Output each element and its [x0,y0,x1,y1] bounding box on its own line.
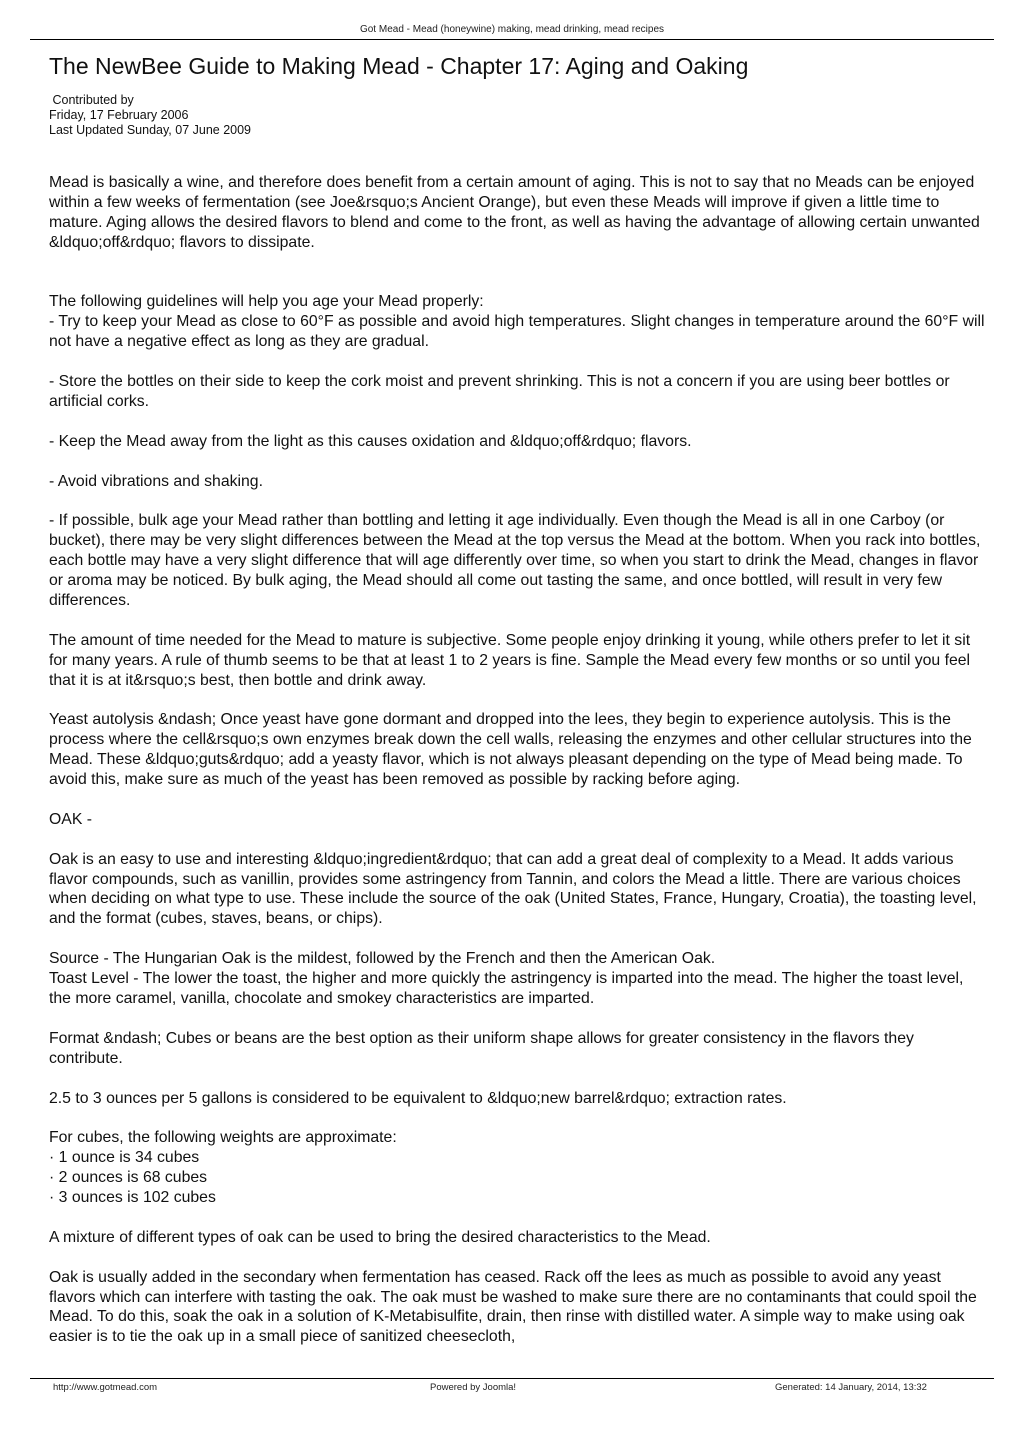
spacer [49,830,989,850]
footer-powered-by: Powered by Joomla! [430,1382,517,1393]
spacer [49,352,989,372]
paragraph-yeast-autolysis: Yeast autolysis &ndash; Once yeast have gone dormant and dropped into the lees, they begin to experience autolysis. This is the process where the cell&rsquo;s own enzymes break down the cell walls, releasing the enzymes and other cellular structures into the Mead. These &ldquo;guts&rdquo; add a yeasty flavor, which is not always pleasant depending on the type of Mead being made. To avoid this, make sure as much of the yeast has been removed as possible by racking before aging. [49,711,972,789]
article-meta [49,93,251,138]
spacer [49,1208,989,1228]
paragraph-avoid-vibrations: - Avoid vibrations and shaking. [49,472,263,490]
spacer [49,412,989,432]
paragraph-keep-from-light: - Keep the Mead away from the light as this causes oxidation and &ldquo;off&rdquo; flavors. [49,432,692,450]
site-header-title: Got Mead - Mead (honeywine) making, mead drinking, mead recipes [359,24,665,35]
date-created: Friday, 17 February 2006 [49,108,189,122]
section-heading-oak: OAK - [49,810,93,828]
spacer [49,929,989,949]
paragraph-oak-source-toast: Source - The Hungarian Oak is the mildest, followed by the French and then the American Oak. Toast Level - The lower the toast, the higher and more quickly the astringency is imparted into the mead. The higher the toast level, the more caramel, vanilla, chocolate and smokey characteristics are imparted. [49,950,964,1007]
spacer [49,1069,989,1089]
article-title: The NewBee Guide to Making Mead - Chapter 17: Aging and Oaking [49,53,749,79]
spacer [49,611,989,631]
article-body [49,173,989,1347]
paragraph-store-bottles: - Store the bottles on their side to keep the cork moist and prevent shrinking. This is not a concern if you are using beer bottles or artificial corks. [49,373,950,410]
paragraph-time-to-mature: The amount of time needed for the Mead to mature is subjective. Some people enjoy drinking it young, while others prefer to let it sit for many years. A rule of thumb seems to be that at least 1 to 2 years is fine. Sample the Mead every few months or so until you feel that it is at it&rsquo;s best, then bottle and drink away. [49,631,971,689]
spacer [49,1108,989,1128]
paragraph-bulk-age: - If possible, bulk age your Mead rather than bottling and letting it age individually. Even though the Mead is all in one Carboy (or bucket), there may be very slight differences between the Mead at the top versus the Mead at the bottom. When you rack into bottles, each bottle may have a very slight difference that will age differently over time, so when you start to drink the Mead, changes in flavor or aroma may be noticed. By bulk aging, the Mead should all come out tasting the same, and once bottled, will result in very few differences. [49,512,981,609]
last-updated: Last Updated Sunday, 07 June 2009 [49,123,252,137]
footer-site-link[interactable]: http://www.gotmead.com [53,1382,158,1393]
footer-generated: Generated: 14 January, 2014, 13:32 [775,1382,927,1393]
spacer [49,452,989,472]
paragraph-intro: Mead is basically a wine, and therefore does benefit from a certain amount of aging. This is not to say that no Meads can be enjoyed within a few weeks of fermentation (see Joe&rsquo;s Ancient Orange), but even these Meads will improve if given a little time to mature. Aging allows the desired flavors to blend and come to the front, as well as having the advantage of allowing certain unwanted &ldquo;off&rdquo; flavors to dissipate. [49,174,980,251]
contributed-by: Contributed by [49,93,134,107]
spacer [49,690,989,710]
spacer [49,1248,989,1268]
paragraph-oak-rates: 2.5 to 3 ounces per 5 gallons is considered to be equivalent to &ldquo;new barrel&rdquo; extraction rates. [49,1089,787,1107]
paragraph-oak-usage: Oak is usually added in the secondary when fermentation has ceased. Rack off the lees as much as possible to avoid any yeast flavors which can interfere with tasting the oak. The oak must be washed to make sure there are no contaminants that could spoil the Mead. To do this, soak the oak in a solution of K-Metabisulfite, drain, then rinse with distilled water. A simple way to make using oak easier is to tie the oak up in a small piece of sanitized cheesecloth, [49,1268,977,1346]
paragraph-oak-format: Format &ndash; Cubes or beans are the best option as their uniform shape allows for greater consistency in the flavors they contribute. [49,1029,914,1067]
list-cube-weights: For cubes, the following weights are approximate: · 1 ounce is 34 cubes · 2 ounces is 68 cubes · 3 ounces is 102 cubes [49,1129,397,1207]
footer-rule [30,1378,994,1379]
spacer [49,253,989,293]
paragraph-oak-mixture: A mixture of different types of oak can be used to bring the desired characteristics to the Mead. [49,1228,711,1246]
paragraph-guidelines: The following guidelines will help you age your Mead properly: - Try to keep your Mead as close to 60°F as possible and avoid high temperatures. Slight changes in temperature around the 60°F will not have a negative effect as long as they are gradual. [49,293,985,351]
spacer [49,1009,989,1029]
spacer [49,491,989,511]
header-rule [30,39,994,40]
paragraph-oak-intro: Oak is an easy to use and interesting &ldquo;ingredient&rdquo; that can add a great deal of complexity to a Mead. It adds various flavor compounds, such as vanillin, provides some astringency from Tannin, and colors the Mead a little. There are various choices when deciding on what type to use. These include the source of the oak (United States, France, Hungary, Croatia), the toasting level, and the format (cubes, staves, beans, or chips). [49,850,977,928]
spacer [49,790,989,810]
